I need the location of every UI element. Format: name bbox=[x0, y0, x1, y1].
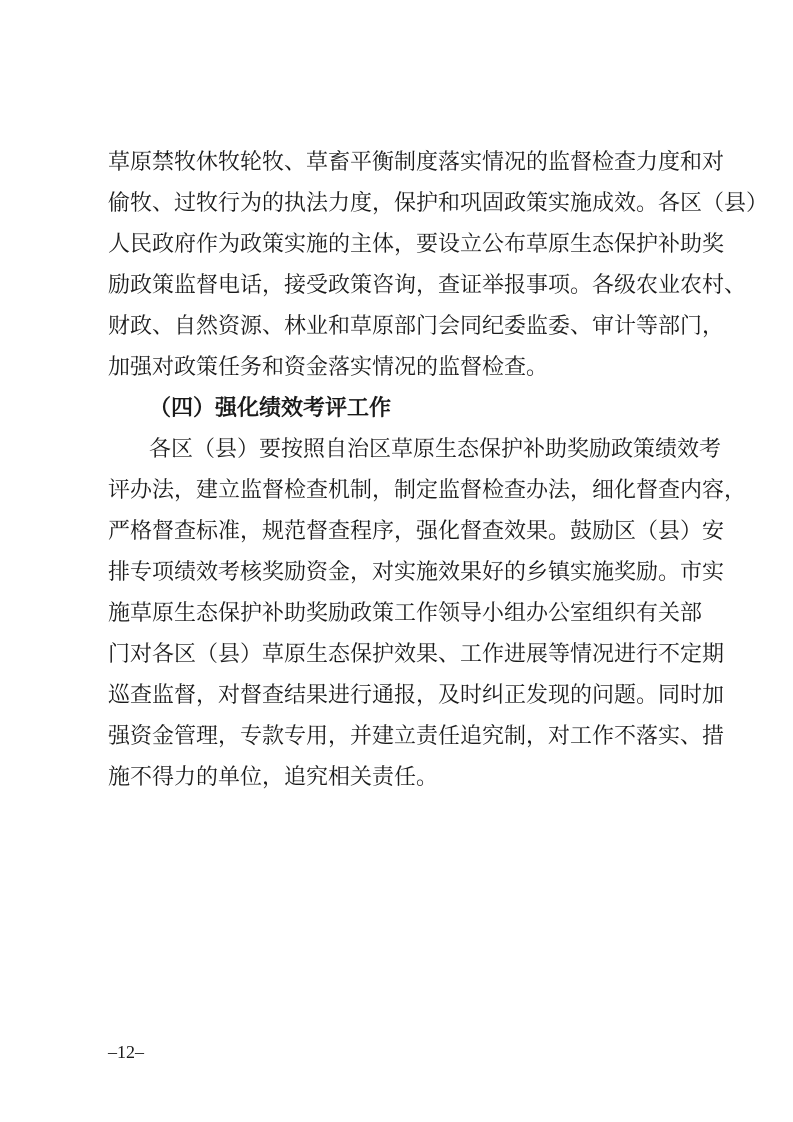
text-line: 各区（县）要按照自治区草原生态保护补助奖励政策绩效考 bbox=[149, 437, 722, 462]
page-number: –12– bbox=[108, 1042, 144, 1062]
text-line: 排专项绩效考核奖励资金，对实施效果好的乡镇实施奖励。市实 bbox=[108, 560, 725, 585]
text-line: 施不得力的单位，追究相关责任。 bbox=[108, 765, 439, 790]
text-line: 严格督查标准，规范督查程序，强化督查效果。鼓励区（县）安 bbox=[108, 519, 725, 544]
text-line: 偷牧、过牧行为的执法力度，保护和巩固政策实施成效。各区（县） bbox=[108, 191, 769, 216]
section-heading: （四）强化绩效考评工作 bbox=[149, 396, 392, 421]
text-line: 财政、自然资源、林业和草原部门会同纪委监委、审计等部门， bbox=[108, 314, 725, 339]
text-line: 施草原生态保护补助奖励政策工作领导小组办公室组织有关部 bbox=[108, 601, 703, 626]
text-line: 巡查监督，对督查结果进行通报，及时纠正发现的问题。同时加 bbox=[108, 683, 725, 708]
text-line: 草原禁牧休牧轮牧、草畜平衡制度落实情况的监督检查力度和对 bbox=[108, 150, 725, 175]
text-line: 评办法，建立监督检查机制，制定监督检查办法，细化督查内容， bbox=[108, 478, 747, 503]
text-line: 加强对政策任务和资金落实情况的监督检查。 bbox=[108, 355, 549, 380]
text-line: 强资金管理，专款专用，并建立责任追究制，对工作不落实、措 bbox=[108, 724, 725, 749]
text-line: 人民政府作为政策实施的主体，要设立公布草原生态保护补助奖 bbox=[108, 232, 725, 257]
text-line: 励政策监督电话，接受政策咨询，查证举报事项。各级农业农村、 bbox=[108, 273, 747, 298]
text-line: 门对各区（县）草原生态保护效果、工作进展等情况进行不定期 bbox=[108, 642, 725, 667]
